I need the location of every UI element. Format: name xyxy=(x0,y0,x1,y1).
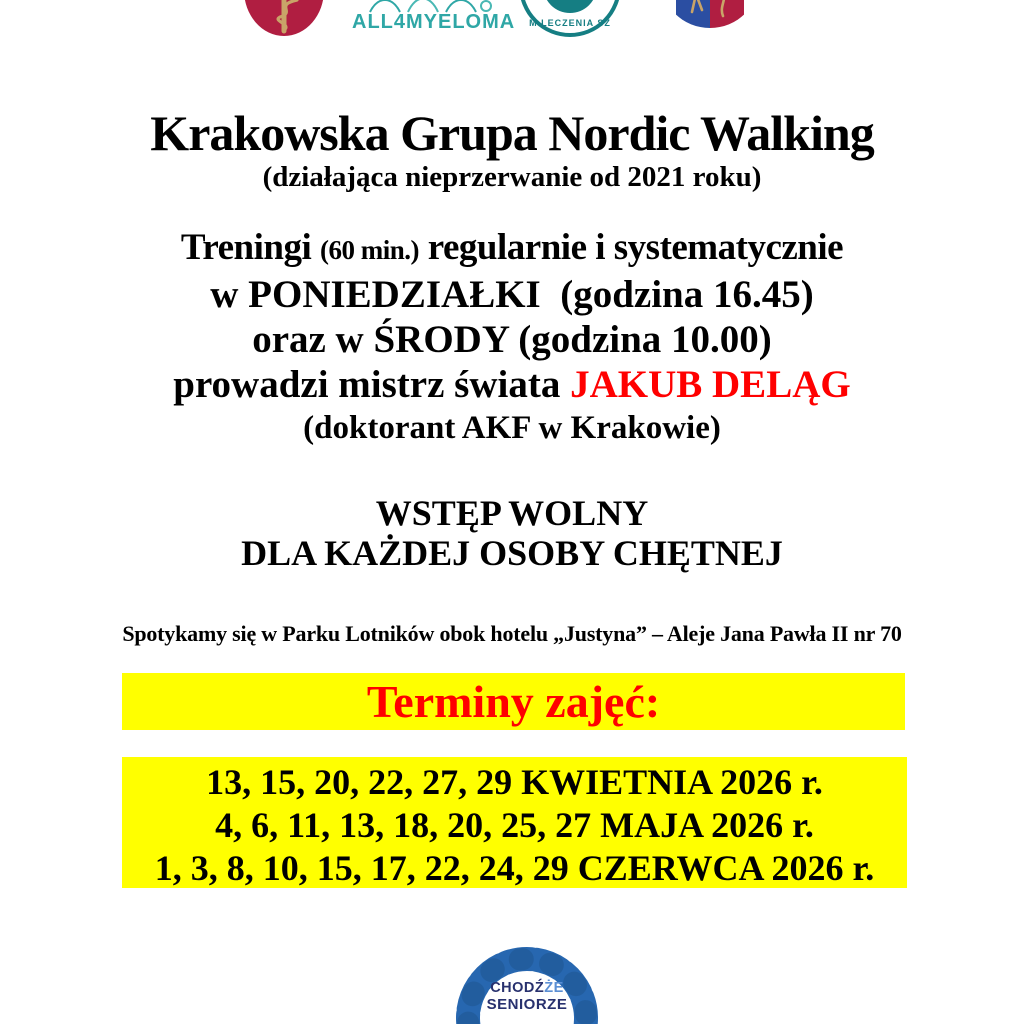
free-entry-line-2: DLA KAŻDEJ OSOBY CHĘTNEJ xyxy=(241,533,783,573)
all4myeloma-logo xyxy=(352,0,516,34)
dates-box xyxy=(122,757,907,888)
date-line-june: 1, 3, 8, 10, 15, 17, 22, 24, 29 CZERWCA 2026 r. xyxy=(154,848,875,888)
coach-line-prefix: prowadzi mistrz świata xyxy=(173,363,571,406)
university-crest-icon xyxy=(676,0,744,30)
schedule-line-1 xyxy=(0,226,1024,269)
seal-arc-text: M LECZENIA SZ xyxy=(529,18,611,28)
schedule-line-coach xyxy=(0,362,1024,407)
meeting-location: Spotykamy się w Parku Lotników obok hotelu „Justyna” – Aleje Jana Pawła II nr 70 xyxy=(122,621,902,646)
footer-logo-line-2: SENIORZE xyxy=(486,996,568,1013)
schedule-line-1-duration: (60 min.) xyxy=(320,235,419,265)
date-line-may: 4, 6, 11, 13, 18, 20, 25, 27 MAJA 2026 r. xyxy=(215,805,814,845)
date-line-april: 13, 15, 20, 22, 27, 29 KWIETNIA 2026 r. xyxy=(206,762,823,802)
chodzze-seniorze-logo xyxy=(447,933,607,1024)
asclepius-medical-icon xyxy=(242,0,326,38)
coach-name: JAKUB DELĄG xyxy=(570,363,851,406)
schedule-line-1-start: Treningi xyxy=(180,227,320,268)
page-title: Krakowska Grupa Nordic Walking xyxy=(150,105,874,161)
hospital-seal-icon xyxy=(514,0,626,38)
footer-logo-ze: ŻE xyxy=(544,980,564,996)
page-subtitle: (działająca nieprzerwanie od 2021 roku) xyxy=(262,161,762,193)
schedule-line-monday: w PONIEDZIAŁKI (godzina 16.45) xyxy=(210,273,814,316)
terminy-header-text: Terminy zajęć: xyxy=(366,676,661,727)
terminy-header-bar xyxy=(122,673,905,730)
schedule-line-wednesday: oraz w ŚRODY (godzina 10.00) xyxy=(252,318,772,361)
footer-logo-line-1 xyxy=(490,979,564,996)
all4myeloma-wordmark: ALL4MYELOMA xyxy=(352,11,516,33)
coach-credentials: (doktorant AKF w Krakowie) xyxy=(303,410,721,446)
schedule-line-1-end: regularnie i systematycznie xyxy=(419,227,844,268)
free-entry-line-1: WSTĘP WOLNY xyxy=(375,493,649,533)
footer-logo-chodz: CHODŹ xyxy=(490,980,545,996)
